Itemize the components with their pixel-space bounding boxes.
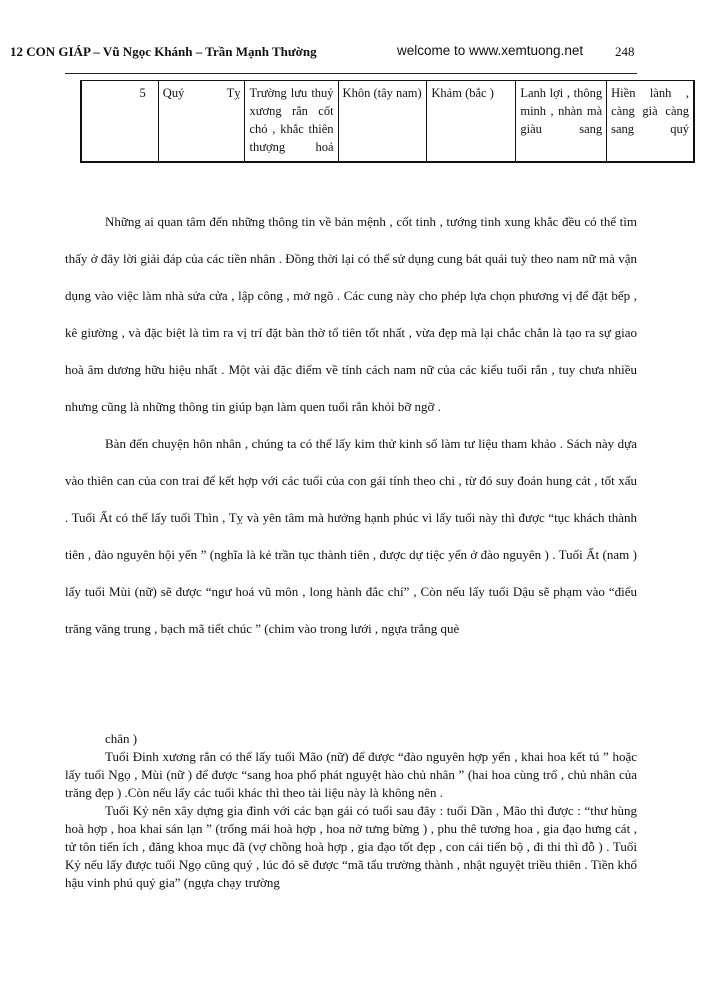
- table-cell-direction-bad: Khảm (bắc ): [427, 81, 516, 163]
- paragraph-tuoi-ky: Tuổi Kỷ nên xây dựng gia đình với các bạn gái có tuổi sau đây : tuổi Dần , Mão thì được : “thư hùng hoà hợp , hoa khai sán lạn ” (trống mái hoà hợp , hoa nở tưng bừng ) , phu thê tương hoa , gia đạo hưng cát , tử tôn tiến ích , đăng khoa mục đã (vợ chồng hoà hợp , gia đạo tốt đẹp , con cái tiến bộ , đi thi thì đỗ ) . Tuổi Kỷ nếu lấy được tuổi Ngọ cũng quý , lúc đó sẽ được “mã tẩu trường thành , nhật nguyệt triều thiên . Tiền khổ hậu vinh phú quý gia” (ngựa chạy trường: [65, 803, 637, 890]
- paragraph-hon-nhan: Bàn đến chuyện hôn nhân , chúng ta có thể lấy kim thử kinh số làm tư liệu tham khảo . Sách này dựa vào thiên can của con trai để kết hợp với các tuổi của con gái tính theo chi , từ đó suy đoán hung cát , tốt xấu . Tuổi Ất có thể lấy tuổi Thìn , Tỵ và yên tâm mà hưởng hạnh phúc vì lấy tuổi này thì được “tục khách thành tiên , đào nguyên hội yến ” (nghĩa là kẻ trần tục thành tiên , được dự tiệc yến ở đào nguyên ) . Tuổi Ất (nam ) lấy tuổi Mùi (nữ) sẽ được “ngư hoá vũ môn , long hành đắc chí” , Còn nếu lấy tuổi Dậu sẽ phạm vào “điểu trăng văng trung , bạch mã tiết chúc ” (chim vào trong lưới , ngựa trắng què: [65, 436, 637, 636]
- table-cell-name: Quý Tỵ: [158, 81, 245, 163]
- header-divider: [65, 73, 637, 74]
- table-cell-number: 5: [81, 81, 158, 163]
- running-header-title: 12 CON GIÁP – Vũ Ngọc Khánh – Trần Mạnh Thường: [10, 44, 317, 59]
- website-url-text: welcome to www.xemtuong.net: [397, 43, 584, 58]
- zodiac-table: [80, 80, 695, 163]
- body-text-double-spaced: [65, 203, 637, 647]
- body-text-single-spaced: [65, 730, 637, 892]
- paragraph-menh: Những ai quan tâm đến những thông tin về bản mệnh , cốt tinh , tướng tinh xung khắc đều có thể tìm thấy ở đây lời giải đáp của các tiền nhân . Đồng thời lại có thể sử dụng cung bát quái tuỳ theo nam nữ mà vận dụng vào việc làm nhà sửa cửa , lập công , mở ngõ . Các cung này cho phép lựa chọn phương vị để đặt bếp , kê giường , và đặc biệt là tìm ra vị trí đặt bàn thờ tổ tiên tốt nhất , vừa đẹp mà lại chắc chắn là tạo ra sự giao hoà âm dương hữu hiệu nhất . Một vài đặc điểm về tính cách nam nữ của các kiểu tuổi rắn , tuy chưa nhiều nhưng cũng là những thông tin giúp bạn làm quen tuổi rắn khỏi bỡ ngỡ .: [65, 214, 637, 414]
- table-cell-direction-good: Khôn (tây nam): [338, 81, 427, 163]
- paragraph-chan: chân ): [105, 731, 138, 746]
- table-cell-fortune: Hiền lành , càng già càng sang quý: [607, 81, 694, 163]
- table-cell-description: Trường lưu thuỷ xương rắn cốt chó , khắc thiên thượng hoả: [245, 81, 338, 163]
- table-cell-traits: Lanh lợi , thông minh , nhàn mà giàu sang: [516, 81, 607, 163]
- paragraph-tuoi-dinh: Tuổi Đinh xương rắn có thể lấy tuổi Mão (nữ) để được “đào nguyên hợp yến , khai hoa kết tú ” hoặc lấy tuổi Ngọ , Mùi (nữ ) để được “sang hoa phổ phát nguyệt hào chủ nhân ” (hai hoa cùng trổ , chủ nhân của trăng đẹp ) .Còn nếu lấy các tuổi khác thì theo tài liệu này là không nên .: [65, 749, 637, 800]
- table-row: [81, 81, 694, 163]
- page-number: 248: [615, 44, 635, 59]
